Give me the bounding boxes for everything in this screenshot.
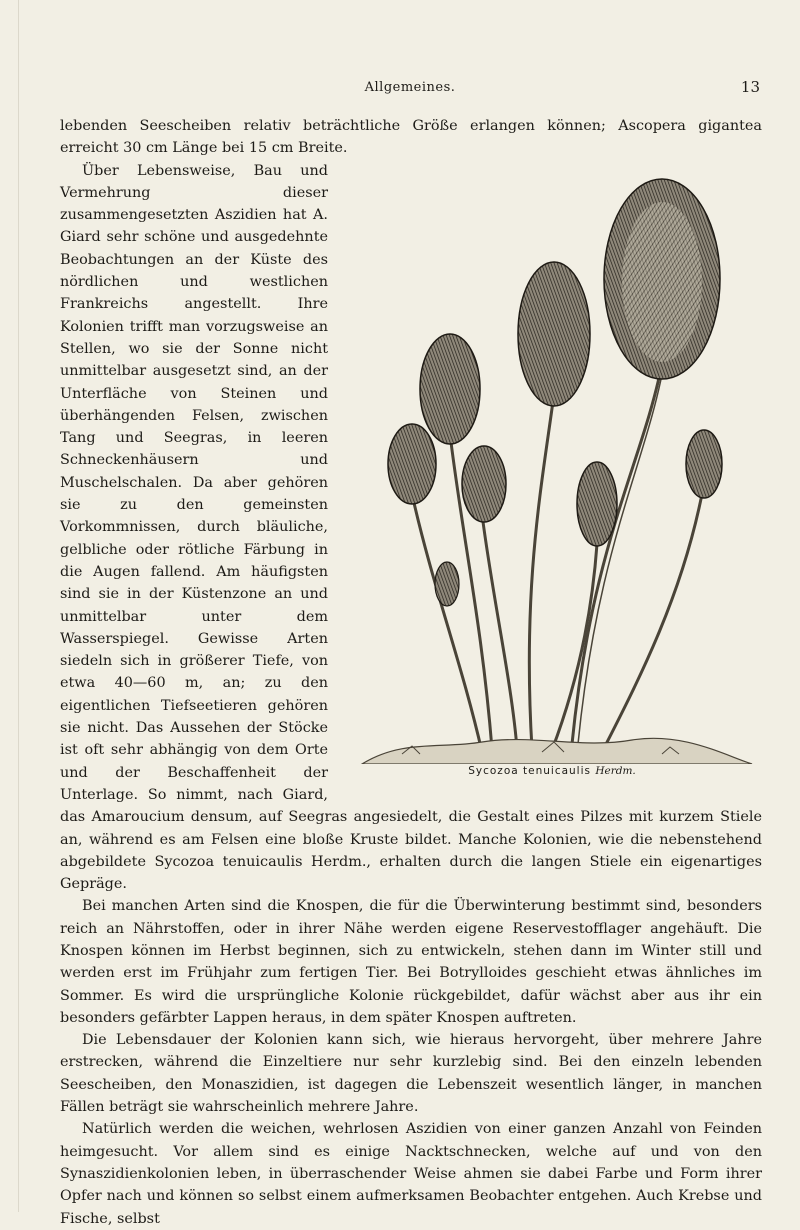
paragraph-1: lebenden Seescheiben relativ beträchtliche Größe erlangen können; Ascopera gigantea erreicht 30 cm Länge bei 15 cm Breite. bbox=[60, 118, 762, 157]
page-number: 13 bbox=[740, 78, 760, 96]
sycozoa-illustration bbox=[342, 164, 762, 764]
paragraph-4: Die Lebensdauer der Kolonien kann sich, wie hieraus hervorgeht, über mehrere Jahre erstrecken, während die Einzeltiere nur sehr kurzlebig sind. Bei den einzeln lebenden Seescheiben, den Monaszidien, ist dagegen die Lebenszeit wesentlich länger, in manchen Fällen beträgt sie wahrscheinlich mehrere Jahre. bbox=[60, 1032, 762, 1116]
caption-species: Sycozoa tenuicaulis bbox=[468, 765, 591, 778]
running-head: Allgemeines. bbox=[364, 80, 456, 95]
paragraph-2: Über Lebensweise, Bau und Vermehrung dieser zusammengesetzten Aszidien hat A. Giard sehr schöne und ausgedehnte Beobachtungen an der Küste des nördlichen und westlichen Frankreichs angestellt. Ihre Kolonien trifft man vorzugsweise an Stellen, wo sie der Sonne nicht unmittelbar ausgesetzt sind, an der Unterfläche von Steinen und überhängenden Felsen, zwischen Tang und Seegras, in leeren Schneckenhäusern und Muschelschalen. Da aber gehören sie zu den gemeinsten Vorkommnissen, durch bläuliche, gelbliche oder rötliche Färbung in die Augen fallend. Am häufigsten sind sie in der Küstenzone an und unmittelbar unter dem Wasserspiegel. Gewisse Arten siedeln sich in größerer Tiefe, von etwa 40—60 m, an; zu den eigentlichen Tiefseetieren gehören sie nicht. Das Aussehen der Stöcke ist oft sehr abhängig von dem Orte und der Beschaffenheit der Unterlage. So nimmt, nach Giard, das Amaroucium densum, auf Seegras angesiedelt, die Gestalt eines Pilzes mit kurzem Stiele an, während es am Felsen eine bloße Kruste bildet. Manche Kolonien, wie die nebenstehend abgebildete Sycozoa tenuicaulis Herdm., erhalten durch die langen Stiele ein eigenartiges Gepräge. bbox=[60, 162, 762, 893]
paragraph-3: Bei manchen Arten sind die Knospen, die für die Überwinterung bestimmt sind, besonders reich an Nährstoffen, oder in ihrer Nähe werden eigene Reservestofflager angehäuft. Die Knospen können im Herbst beginnen, sich zu entwickeln, stehen dann im Winter still und werden erst im Frühjahr zum fertigen Tier. Bei Botrylloides geschieht etwas ähnliches im Sommer. Es wird die ursprüngliche Kolonie rückgebildet, dafür wächst aber aus ihr ein besonders gefärbter Lappen heraus, in dem später Knospen auftreten. bbox=[60, 898, 762, 1026]
caption-author: Herdm. bbox=[595, 765, 636, 778]
figure-sycozoa bbox=[342, 164, 762, 779]
page-header bbox=[60, 80, 760, 104]
figure-caption bbox=[342, 760, 762, 782]
paragraph-5: Natürlich werden die weichen, wehrlosen Aszidien von einer ganzen Anzahl von Feinden heimgesucht. Vor allem sind es einige Nacktschnecken, welche auf und von den Synaszidienkolonien leben, in überraschender Weise ahmen sie dabei Farbe und Form ihrer Opfer nach und können so selbst einem aufmerksamen Beobachter entgehen. Auch Krebse und Fische, selbst bbox=[60, 1121, 762, 1227]
page-fold bbox=[18, 0, 19, 1212]
body-text bbox=[60, 115, 762, 1230]
